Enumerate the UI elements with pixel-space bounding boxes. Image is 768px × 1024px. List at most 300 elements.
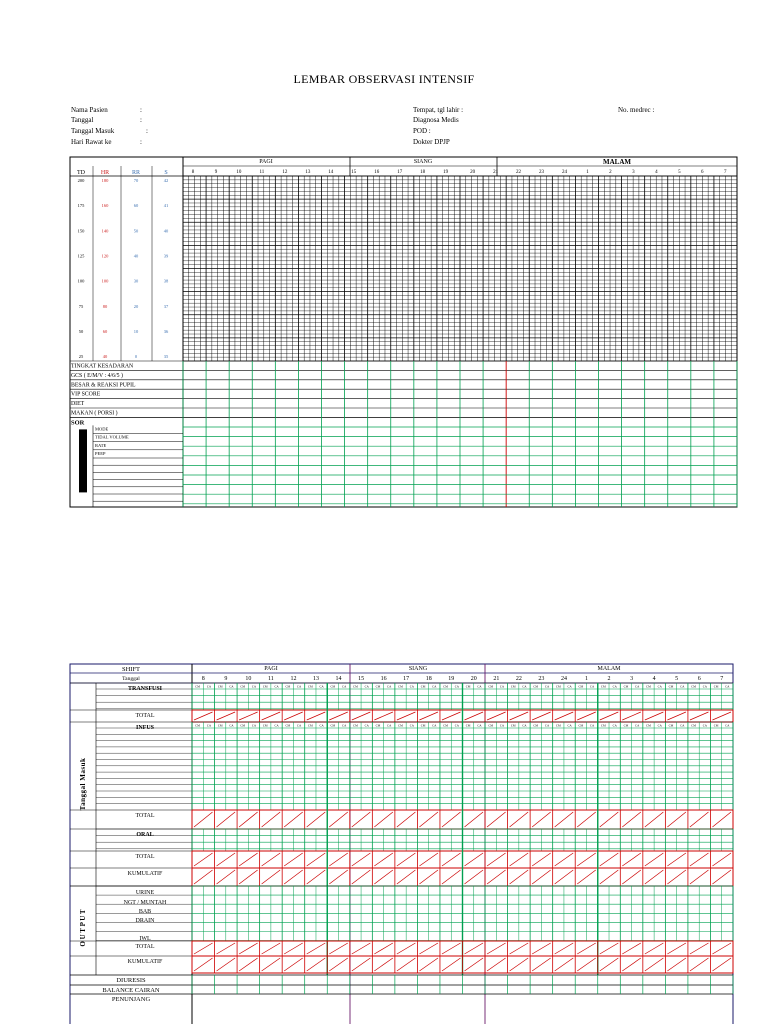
- hour-label: 3: [632, 170, 635, 175]
- total-cell-diagonal: [397, 812, 416, 827]
- total-cell-diagonal: [465, 870, 484, 884]
- scale-value: 38: [163, 278, 169, 284]
- scale-value: 70: [133, 178, 139, 183]
- fluid-hour-label: 24: [560, 676, 567, 682]
- sub-column-label: CA: [590, 684, 595, 689]
- total-cell-diagonal: [667, 853, 686, 866]
- sub-column-label: CA: [680, 723, 685, 728]
- hour-label: 4: [655, 170, 658, 175]
- sub-column-label: CM: [488, 684, 494, 689]
- total-cell-diagonal: [465, 712, 484, 720]
- output-total-diagonal: [442, 943, 461, 954]
- sub-column-label: CM: [668, 723, 674, 728]
- fluid-hour-label: 5: [675, 676, 679, 682]
- fluid-row-label: TOTAL: [135, 854, 155, 860]
- total-cell-diagonal: [600, 812, 619, 827]
- sub-column-label: CM: [443, 723, 448, 728]
- output-total-diagonal: [374, 958, 393, 971]
- output-row-label: URINE: [135, 890, 155, 896]
- output-total-diagonal: [532, 958, 551, 971]
- date-header: Tanggal: [122, 676, 140, 682]
- total-cell-diagonal: [374, 853, 393, 866]
- output-total-diagonal: [600, 943, 619, 954]
- obs-row-label: BESAR & REAKSI PUPIL: [71, 382, 136, 389]
- output-total-label: KUMULATIF: [127, 959, 163, 965]
- fluid-hour-label: 21: [493, 676, 500, 682]
- scale-value: 10: [133, 329, 139, 335]
- sub-column-label: CM: [217, 684, 223, 689]
- care-day-label: Hari Rawat ke: [71, 138, 112, 146]
- fluid-shift-label-malam: MALAM: [597, 666, 621, 672]
- output-total-diagonal: [419, 943, 438, 954]
- total-cell-diagonal: [419, 812, 438, 827]
- fluid-hour-label: 13: [312, 676, 319, 682]
- fluid-hour-label: 16: [380, 676, 387, 682]
- care-day-sep: :: [140, 138, 142, 146]
- fluid-hour-label: 9: [224, 676, 228, 682]
- sub-column-label: CM: [398, 684, 403, 689]
- sub-column-label: CA: [296, 723, 302, 728]
- output-total-diagonal: [374, 943, 393, 954]
- sub-column-label: CA: [319, 723, 324, 728]
- fluid-hour-label: 10: [245, 676, 252, 682]
- sub-column-label: CM: [555, 723, 561, 728]
- sub-column-label: CA: [251, 684, 257, 689]
- total-cell-diagonal: [690, 812, 709, 827]
- sub-column-label: CM: [578, 684, 584, 689]
- sub-column-label: CA: [567, 723, 572, 728]
- fluid-hour-label: 7: [720, 676, 724, 682]
- total-cell-diagonal: [374, 812, 393, 827]
- total-cell-diagonal: [510, 870, 529, 884]
- vent-row-label: MODE: [95, 426, 109, 432]
- total-cell-diagonal: [577, 812, 596, 827]
- sub-column-label: CM: [195, 723, 200, 728]
- date-sep: :: [140, 116, 142, 124]
- sub-column-label: CM: [691, 723, 696, 728]
- scale-value: 60: [133, 203, 139, 209]
- scale-value: 50: [78, 329, 84, 335]
- scale-value: 100: [101, 278, 109, 284]
- sub-column-label: CA: [612, 723, 617, 728]
- output-total-diagonal: [307, 943, 326, 954]
- total-cell-diagonal: [600, 712, 619, 720]
- scale-value: 20: [133, 303, 139, 309]
- fluid-hour-label: 2: [607, 676, 611, 682]
- scale-value: 39: [163, 253, 169, 259]
- output-total-diagonal: [532, 943, 551, 954]
- total-cell-diagonal: [532, 712, 551, 720]
- output-total-diagonal: [645, 943, 664, 954]
- hour-label: 16: [374, 170, 380, 175]
- output-total-diagonal: [510, 958, 529, 971]
- total-cell-diagonal: [284, 853, 303, 866]
- sub-column-label: CA: [702, 723, 707, 728]
- output-side-label: O U T P U T: [79, 909, 87, 947]
- output-total-diagonal: [465, 958, 484, 971]
- output-total-diagonal: [352, 943, 371, 954]
- hour-label: 12: [282, 170, 288, 175]
- pod-label: POD :: [413, 127, 431, 135]
- output-total-diagonal: [217, 958, 236, 971]
- sub-column-label: CA: [635, 723, 640, 728]
- sub-column-label: CA: [364, 723, 369, 728]
- hour-label: 22: [516, 170, 522, 175]
- sub-column-label: CM: [465, 723, 471, 728]
- sub-column-label: CM: [330, 723, 336, 728]
- hour-label: 9: [214, 170, 218, 175]
- total-cell-diagonal: [645, 853, 664, 866]
- scale-value: 60: [102, 329, 108, 335]
- vent-section-label: SOR: [71, 419, 85, 427]
- shift-label-siang: SIANG: [413, 159, 433, 165]
- scale-value: 75: [78, 303, 84, 309]
- fluid-hour-label: 19: [448, 676, 455, 682]
- total-cell-diagonal: [397, 870, 416, 884]
- sub-column-label: CM: [262, 684, 268, 689]
- total-cell-diagonal: [442, 870, 461, 884]
- scale-header: RR: [131, 170, 141, 176]
- sub-column-label: CM: [375, 684, 381, 689]
- scale-value: 150: [77, 228, 85, 234]
- sub-column-label: CM: [578, 723, 584, 728]
- sub-column-label: CM: [285, 684, 291, 689]
- total-cell-diagonal: [307, 853, 326, 866]
- sub-column-label: CM: [240, 684, 246, 689]
- total-cell-diagonal: [217, 812, 236, 827]
- total-cell-diagonal: [645, 812, 664, 827]
- total-cell-diagonal: [307, 812, 326, 827]
- total-cell-diagonal: [622, 870, 641, 884]
- total-cell-diagonal: [217, 853, 236, 866]
- hour-label: 10: [236, 170, 242, 175]
- total-cell-diagonal: [262, 812, 281, 827]
- total-cell-diagonal: [465, 812, 484, 827]
- hour-label: 18: [420, 170, 426, 175]
- hour-label: 2: [609, 170, 612, 175]
- hour-label: 6: [701, 170, 704, 175]
- sub-column-label: CA: [702, 684, 707, 689]
- output-row-label: NGT / MUNTAH: [123, 900, 167, 906]
- hour-label: 11: [259, 170, 265, 175]
- fluid-hour-label: 17: [403, 676, 410, 682]
- scale-value: 200: [77, 178, 85, 183]
- output-row-label: BAB: [138, 909, 152, 915]
- sub-column-label: CM: [646, 684, 651, 689]
- output-total-diagonal: [194, 958, 213, 971]
- sub-column-label: CM: [398, 723, 403, 728]
- sub-column-label: CA: [544, 684, 550, 689]
- intake-side-label: Tanggal Masuk: [79, 757, 87, 811]
- total-cell-diagonal: [374, 712, 393, 720]
- total-cell-diagonal: [645, 712, 664, 720]
- output-total-diagonal: [397, 958, 416, 971]
- total-cell-diagonal: [419, 853, 438, 866]
- total-cell-diagonal: [352, 712, 371, 720]
- total-cell-diagonal: [352, 870, 371, 884]
- fluid-row-label: KUMULATIF: [127, 871, 163, 877]
- output-total-diagonal: [622, 943, 641, 954]
- sub-column-label: CA: [454, 684, 459, 689]
- scale-value: 35: [163, 354, 169, 360]
- scale-value: 180: [101, 178, 109, 183]
- fluid-row-label: TRANSFUSI: [127, 686, 163, 692]
- total-cell-diagonal: [622, 853, 641, 866]
- hour-label: 19: [443, 170, 449, 175]
- fluid-hour-label: 4: [652, 676, 656, 682]
- sub-column-label: CM: [601, 684, 606, 689]
- output-total-diagonal: [442, 958, 461, 971]
- admission-date-sep: :: [146, 127, 148, 135]
- fluid-hour-label: 20: [470, 676, 477, 682]
- sub-column-label: CM: [353, 723, 358, 728]
- sub-column-label: CA: [206, 684, 211, 689]
- sub-column-label: CA: [657, 723, 662, 728]
- fluid-hour-label: 3: [630, 676, 634, 682]
- hour-label: 21: [493, 170, 499, 175]
- sub-column-label: CM: [465, 684, 471, 689]
- sub-column-label: CA: [251, 723, 257, 728]
- sub-column-label: CM: [691, 684, 696, 689]
- scale-value: 42: [163, 178, 169, 183]
- sub-column-label: CA: [567, 684, 572, 689]
- total-cell-diagonal: [577, 712, 596, 720]
- total-cell-diagonal: [510, 712, 529, 720]
- fluid-shift-label-siang: SIANG: [408, 666, 428, 672]
- total-cell-diagonal: [645, 870, 664, 884]
- scale-value: 80: [102, 303, 108, 309]
- scale-value: 120: [101, 253, 109, 259]
- total-cell-diagonal: [329, 812, 348, 827]
- output-total-diagonal: [239, 958, 258, 971]
- total-cell-diagonal: [690, 712, 709, 720]
- total-cell-diagonal: [194, 853, 213, 866]
- total-cell-diagonal: [667, 712, 686, 720]
- patient-name-sep: :: [140, 106, 142, 114]
- obs-row-label: MAKAN ( PORSI ): [71, 410, 118, 417]
- footer-row-label: BALANCE CAIRAN: [102, 987, 160, 994]
- sub-column-label: CA: [409, 723, 414, 728]
- total-cell-diagonal: [397, 712, 416, 720]
- dpjp-doctor-label: Dokter DPJP: [413, 138, 450, 146]
- total-cell-diagonal: [577, 853, 596, 866]
- output-total-diagonal: [284, 943, 303, 954]
- output-total-diagonal: [577, 943, 596, 954]
- output-total-diagonal: [352, 958, 371, 971]
- sub-column-label: CA: [364, 684, 369, 689]
- sub-column-label: CM: [262, 723, 268, 728]
- sub-column-label: CA: [635, 684, 640, 689]
- sub-column-label: CM: [308, 684, 313, 689]
- output-total-diagonal: [555, 943, 574, 954]
- sub-column-label: CM: [713, 723, 719, 728]
- sub-column-label: CA: [590, 723, 595, 728]
- hour-label: 15: [351, 170, 357, 175]
- sub-column-label: CA: [499, 684, 505, 689]
- total-cell-diagonal: [532, 812, 551, 827]
- sub-column-label: CA: [680, 684, 685, 689]
- total-cell-diagonal: [510, 812, 529, 827]
- sub-column-label: CA: [522, 684, 527, 689]
- hour-label: 23: [539, 170, 545, 175]
- output-total-diagonal: [645, 958, 664, 971]
- sub-column-label: CA: [477, 684, 482, 689]
- output-total-diagonal: [577, 958, 596, 971]
- obs-row-label: TINGKAT KESADARAN: [71, 363, 134, 370]
- total-cell-diagonal: [419, 870, 438, 884]
- fluid-hour-label: 12: [290, 676, 297, 682]
- date-label: Tanggal: [71, 116, 94, 124]
- scale-header: TD: [77, 170, 85, 176]
- total-cell-diagonal: [690, 870, 709, 884]
- total-cell-diagonal: [284, 812, 303, 827]
- sub-column-label: CM: [488, 723, 494, 728]
- hour-label: 5: [678, 170, 681, 175]
- total-cell-diagonal: [397, 853, 416, 866]
- total-cell-diagonal: [690, 853, 709, 866]
- total-cell-diagonal: [532, 853, 551, 866]
- total-cell-diagonal: [442, 812, 461, 827]
- total-cell-diagonal: [307, 712, 326, 720]
- sub-column-label: CA: [432, 684, 437, 689]
- total-cell-diagonal: [487, 812, 506, 827]
- hour-label: 7: [724, 170, 727, 175]
- hour-label: 14: [328, 170, 334, 175]
- total-cell-diagonal: [419, 712, 438, 720]
- total-cell-diagonal: [555, 853, 574, 866]
- scale-value: 30: [133, 278, 139, 284]
- scale-value: 37: [163, 303, 169, 309]
- fluid-hour-label: 6: [697, 676, 701, 682]
- output-total-diagonal: [600, 958, 619, 971]
- shift-header: SHIFT: [121, 666, 141, 673]
- sub-column-label: CA: [432, 723, 437, 728]
- hour-label: 8: [191, 170, 195, 175]
- total-cell-diagonal: [284, 870, 303, 884]
- total-cell-diagonal: [239, 812, 258, 827]
- output-total-diagonal: [194, 943, 213, 954]
- scale-value: 125: [77, 253, 85, 259]
- total-cell-diagonal: [262, 712, 281, 720]
- medical-diagnosis-label: Diagnosa Medis: [413, 116, 459, 124]
- sub-column-label: CA: [657, 684, 662, 689]
- output-total-diagonal: [555, 958, 574, 971]
- total-cell-diagonal: [329, 853, 348, 866]
- sub-column-label: CM: [420, 723, 426, 728]
- sub-column-label: CA: [206, 723, 211, 728]
- output-total-diagonal: [284, 958, 303, 971]
- scale-value: 25: [78, 354, 84, 360]
- sub-column-label: CA: [387, 684, 392, 689]
- output-total-diagonal: [262, 943, 281, 954]
- total-cell-diagonal: [600, 870, 619, 884]
- fluid-hour-label: 8: [201, 676, 205, 682]
- sub-column-label: CA: [725, 723, 730, 728]
- total-cell-diagonal: [555, 712, 574, 720]
- output-total-diagonal: [510, 943, 529, 954]
- scale-value: 175: [77, 203, 85, 209]
- sub-column-label: CA: [342, 723, 347, 728]
- hour-label: 20: [470, 170, 476, 175]
- scale-header: S: [164, 170, 168, 176]
- output-total-diagonal: [712, 958, 731, 971]
- output-total-label: TOTAL: [135, 944, 155, 950]
- scale-header: HR: [100, 170, 110, 176]
- sub-column-label: CM: [623, 684, 629, 689]
- total-cell-diagonal: [194, 870, 213, 884]
- total-cell-diagonal: [217, 870, 236, 884]
- output-total-diagonal: [622, 958, 641, 971]
- total-cell-diagonal: [194, 812, 213, 827]
- total-cell-diagonal: [667, 870, 686, 884]
- total-cell-diagonal: [712, 853, 731, 866]
- obs-row-label: GCS ( E/M/V : 4/6/5 ): [71, 372, 123, 379]
- total-cell-diagonal: [329, 870, 348, 884]
- output-total-diagonal: [667, 958, 686, 971]
- birth-place-date-label: Tempat, tgl lahir :: [413, 106, 464, 114]
- sub-column-label: CM: [285, 723, 291, 728]
- output-total-diagonal: [487, 943, 506, 954]
- fluid-row-label: TOTAL: [135, 713, 155, 719]
- fluid-row-label: TOTAL: [135, 813, 155, 819]
- total-cell-diagonal: [622, 812, 641, 827]
- fluid-hour-label: 18: [425, 676, 432, 682]
- sub-column-label: CA: [229, 684, 234, 689]
- sub-column-label: CM: [533, 684, 539, 689]
- fluid-hour-label: 23: [538, 676, 545, 682]
- sub-column-label: CA: [319, 684, 324, 689]
- sub-column-label: CA: [274, 723, 279, 728]
- hour-label: 13: [305, 170, 311, 175]
- total-cell-diagonal: [352, 853, 371, 866]
- total-cell-diagonal: [374, 870, 393, 884]
- output-total-diagonal: [329, 958, 348, 971]
- output-total-diagonal: [690, 943, 709, 954]
- scale-value: 40: [133, 253, 139, 259]
- sub-column-label: CA: [499, 723, 505, 728]
- output-total-diagonal: [487, 958, 506, 971]
- total-cell-diagonal: [555, 870, 574, 884]
- vent-row-label: PEEP: [95, 451, 106, 456]
- scale-value: 41: [163, 203, 169, 209]
- output-total-diagonal: [262, 958, 281, 971]
- sub-column-label: CM: [217, 723, 223, 728]
- total-cell-diagonal: [442, 853, 461, 866]
- admission-date-label: Tanggal Masuk: [71, 127, 115, 135]
- sub-column-label: CM: [353, 684, 358, 689]
- vent-row-label: RATE: [95, 442, 107, 448]
- sub-column-label: CM: [668, 684, 674, 689]
- obs-row-label: VIP SCORE: [71, 391, 101, 398]
- sub-column-label: CA: [274, 684, 279, 689]
- footer-row-label: PENUNJANG: [111, 996, 151, 1003]
- document-title: LEMBAR OBSERVASI INTENSIF: [293, 72, 475, 86]
- total-cell-diagonal: [667, 812, 686, 827]
- fluid-row-label: INFUS: [135, 725, 155, 731]
- fluid-shift-label-pagi: PAGI: [264, 666, 278, 672]
- total-cell-diagonal: [239, 712, 258, 720]
- total-cell-diagonal: [262, 853, 281, 866]
- sub-column-label: CM: [375, 723, 381, 728]
- scale-value: 40: [163, 228, 169, 234]
- hour-label: 1: [586, 170, 589, 175]
- total-cell-diagonal: [487, 853, 506, 866]
- total-cell-diagonal: [712, 712, 731, 720]
- total-cell-diagonal: [510, 853, 529, 866]
- output-total-diagonal: [690, 958, 709, 971]
- total-cell-diagonal: [465, 853, 484, 866]
- sub-column-label: CM: [443, 684, 448, 689]
